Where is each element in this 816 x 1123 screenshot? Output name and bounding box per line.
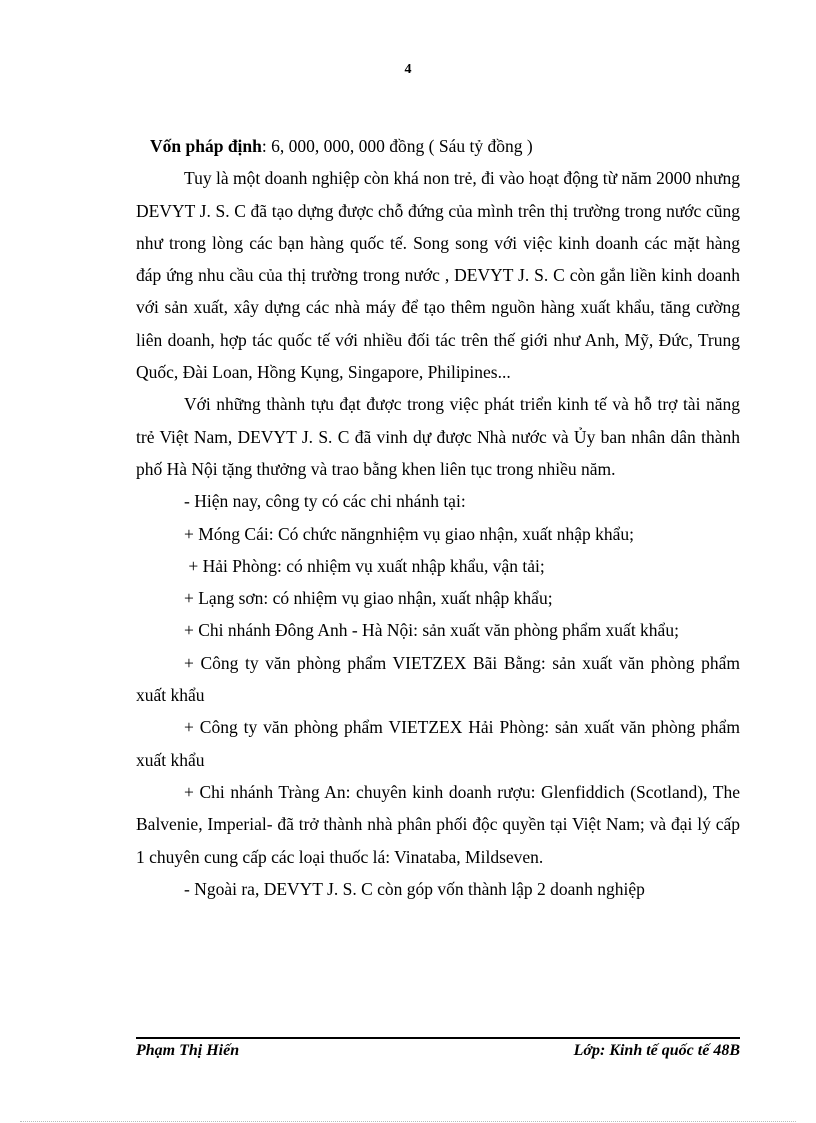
closing-line: - Ngoài ra, DEVYT J. S. C còn góp vốn thành lập 2 doanh nghiệp [184, 878, 645, 899]
branch-item-dong-anh: + Chi nhánh Đông Anh - Hà Nội: sản xuất văn phòng phẩm xuất khẩu; [184, 620, 679, 641]
branch-item-vietzex-bai-bang: + Công ty văn phòng phẩm VIETZEX Bãi Bằng: sản xuất văn phòng phẩm xuất khẩu [136, 652, 740, 706]
page-bottom-border [20, 1121, 796, 1122]
branch-item-hai-phong: + Hải Phòng: có nhiệm vụ xuất nhập khẩu, vận tải; [184, 555, 545, 576]
paragraph-intro: Tuy là một doanh nghiệp còn khá non trẻ, đi vào hoạt động từ năm 2000 nhưng DEVYT J. S. C đã tạo dựng được chỗ đứng của mình trên thị trường trong nước cũng như trong lòng các bạn hàng quốc tế. Song song với việc kinh doanh các mặt hàng đáp ứng nhu cầu của thị trường trong nước , DEVYT J. S. C còn gắn liền kinh doanh với sản xuất, xây dựng các nhà máy để tạo thêm nguồn hàng xuất khẩu, tăng cường liên doanh, hợp tác quốc tế với nhiều đối tác trên thế giới như Anh, Mỹ, Đức, Trung Quốc, Đài Loan, Hồng Kụng, Singapore, Philipines... [136, 168, 740, 383]
branches-intro: - Hiện nay, công ty có các chi nhánh tại: [184, 491, 466, 512]
page-number: 4 [404, 62, 412, 77]
capital-line [136, 130, 740, 162]
branch-item-mong-cai: + Móng Cái: Có chức năngnhiệm vụ giao nhận, xuất nhập khẩu; [184, 523, 634, 544]
branch-item-lang-son: + Lạng sơn: có nhiệm vụ giao nhận, xuất nhập khẩu; [184, 588, 553, 609]
footer-class: Lớp: Kinh tế quốc tế 48B [573, 1042, 740, 1059]
document-body [136, 130, 740, 905]
paragraph-achievements: Với những thành tựu đạt được trong việc phát triển kinh tế và hỗ trợ tài năng trẻ Việt Nam, DEVYT J. S. C đã vinh dự được Nhà nước và Ủy ban nhân dân thành phố Hà Nội tặng thưởng và trao bằng khen liên tục trong nhiều năm. [136, 394, 740, 479]
capital-label: Vốn pháp định [150, 136, 262, 156]
branch-item-vietzex-hai-phong: + Công ty văn phòng phẩm VIETZEX Hải Phòng: sản xuất văn phòng phẩm xuất khẩu [136, 717, 740, 770]
footer-author: Phạm Thị Hiến [136, 1042, 240, 1059]
capital-value: : 6, 000, 000, 000 đồng ( Sáu tỷ đồng ) [261, 136, 533, 156]
footer-divider [136, 1037, 740, 1039]
footer [136, 1042, 740, 1060]
branch-item-trang-an: + Chi nhánh Tràng An: chuyên kinh doanh rượu: Glenfiddich (Scotland), The Balvenie, Imperial- đã trở thành nhà phân phối độc quyền tại Việt Nam; và đại lý cấp 1 chuyên cung cấp các loại thuốc lá: Vinataba, Mildseven. [136, 781, 740, 867]
